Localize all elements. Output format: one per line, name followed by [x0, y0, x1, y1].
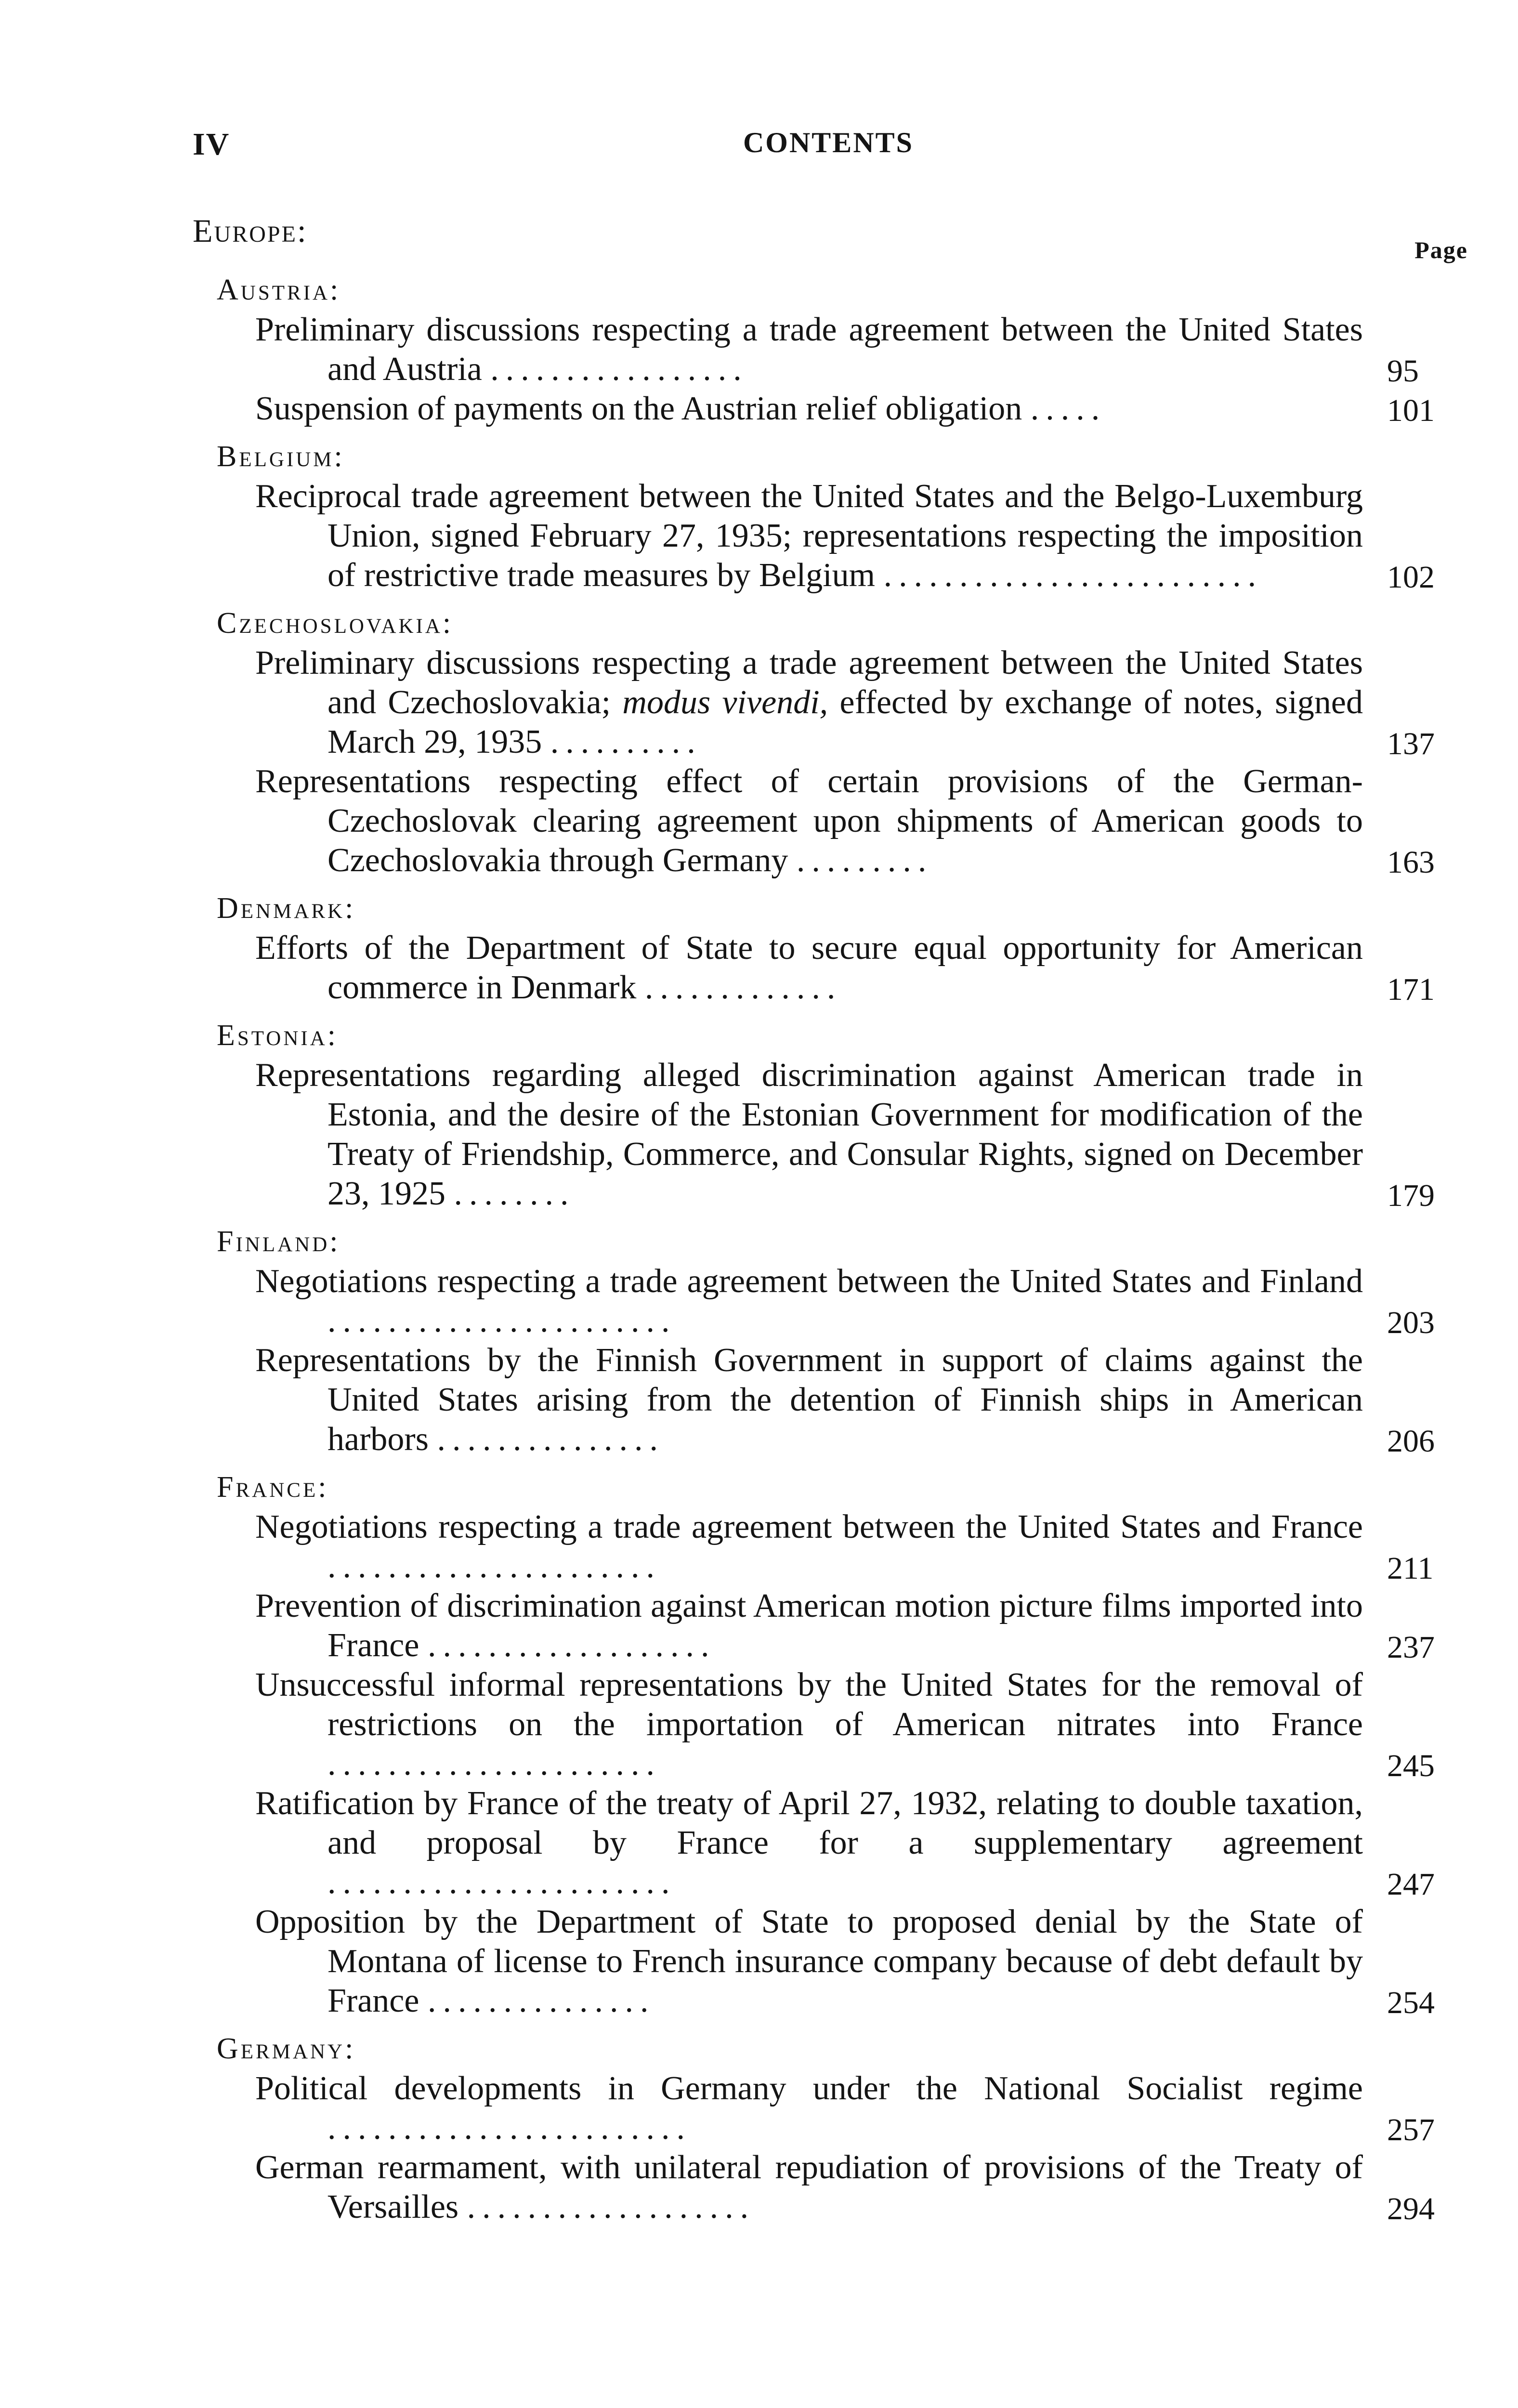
entry-title: Negotiations respecting a trade agreement between the United States and Finland — [255, 1263, 1363, 1300]
leader-dots: ......................... — [883, 557, 1263, 594]
entry-title: Negotiations respecting a trade agreement between the United States and France — [255, 1508, 1363, 1545]
entry-title: Ratification by France of the treaty of April 27, 1932, relating to double taxation, and proposal by France for a supplementary agreement — [255, 1785, 1363, 1861]
entry-title: Reciprocal trade agreement between the United States and the Belgo-Luxemburg Union, signed February 27, 1935; representations respecting the imposition of restrictive trade measures by Belgium — [255, 478, 1363, 594]
entry-page-number: 254 — [1387, 1985, 1435, 2020]
page-number: IV — [193, 127, 230, 162]
entry-page-number: 95 — [1387, 353, 1419, 389]
toc-entry — [255, 762, 1435, 880]
entry-page-number: 203 — [1387, 1305, 1435, 1340]
entry-page-number: 163 — [1387, 845, 1435, 880]
entry-page-number: 245 — [1387, 1748, 1435, 1783]
toc-entry — [255, 1586, 1435, 1665]
toc-entry — [255, 643, 1435, 762]
entry-title: Representations respecting effect of certain provisions of the German-Czechoslovak clearing agreement upon shipments of American goods to Czechoslovakia through Germany — [255, 763, 1363, 879]
entry-title: Opposition by the Department of State to proposed denial by the State of Montana of license to French insurance company because of debt default by France — [255, 1903, 1363, 2019]
toc-entry — [255, 929, 1435, 1008]
entry-page-number: 247 — [1387, 1867, 1435, 1902]
running-title: CONTENTS — [743, 127, 914, 158]
leader-dots: .......... — [550, 723, 702, 760]
toc-entry — [255, 1262, 1435, 1341]
entry-title: German rearmament, with unilateral repudiation of provisions of the Treaty of Versailles — [255, 2149, 1363, 2225]
table-of-contents — [202, 270, 1474, 2227]
toc-entry — [255, 1665, 1435, 1784]
leader-dots: ........................ — [327, 2109, 692, 2146]
entry-title-italic: modus vivendi, — [622, 684, 828, 721]
entry-title-part: effected by exchange of notes, signed March 29, 1935 — [327, 684, 1363, 760]
country-heading-finland: Finland: — [217, 1225, 340, 1258]
toc-entry — [255, 1507, 1434, 1586]
leader-dots: ............... — [427, 1982, 655, 2019]
leader-dots: ...................... — [327, 1548, 661, 1585]
entry-page-number: 237 — [1387, 1630, 1435, 1665]
entry-page-number: 257 — [1387, 2112, 1435, 2147]
leader-dots: ....................... — [327, 1864, 677, 1901]
entry-page-number: 179 — [1387, 1178, 1435, 1213]
entry-page-number: 101 — [1387, 393, 1435, 428]
entry-title: Unsuccessful informal representations by the United States for the removal of restrictions on the importation of American nitrates into France — [255, 1666, 1363, 1743]
entry-title: Representations by the Finnish Government in support of claims against the United States arising from the detention of Finnish ships in American harbors — [255, 1342, 1363, 1458]
country-heading-estonia: Estonia: — [217, 1019, 338, 1052]
leader-dots: ................... — [467, 2188, 756, 2225]
entry-title-part: Preliminary discussions respecting a trade agreement between the United States and Czechoslovakia; — [255, 644, 1363, 721]
leader-dots: ..... — [1030, 390, 1107, 427]
country-heading-belgium: Belgium: — [217, 440, 345, 473]
entry-page-number: 211 — [1387, 1551, 1434, 1586]
entry-page-number: 206 — [1387, 1424, 1435, 1459]
entry-page-number: 102 — [1387, 560, 1435, 595]
country-heading-denmark: Denmark: — [217, 892, 356, 925]
entry-title: Efforts of the Department of State to secure equal opportunity for American commerce in Denmark — [255, 929, 1363, 1006]
entry-title: Political developments in Germany under the National Socialist regime — [255, 2070, 1363, 2107]
country-heading-austria: Austria: — [217, 274, 341, 306]
region-heading: Europe: — [193, 212, 308, 249]
page-header — [193, 126, 1464, 170]
entry-page-number: 294 — [1387, 2191, 1435, 2226]
leader-dots: ........ — [454, 1175, 576, 1212]
toc-entry — [255, 2069, 1435, 2148]
country-heading-germany: Germany: — [217, 2032, 356, 2065]
toc-entry — [255, 310, 1419, 389]
country-heading-france: France: — [217, 1471, 329, 1504]
leader-dots: ...................... — [327, 1745, 661, 1782]
entry-page-number: 137 — [1387, 726, 1435, 761]
toc-entry — [255, 1341, 1435, 1459]
toc-entry — [255, 1784, 1435, 1902]
toc-entry — [255, 477, 1435, 595]
toc-entry — [255, 1902, 1435, 2021]
entry-title: Prevention of discrimination against American motion picture films imported into France — [255, 1587, 1363, 1664]
toc-entry — [255, 389, 1435, 429]
leader-dots: ............. — [644, 969, 842, 1006]
leader-dots: ................. — [490, 351, 748, 388]
leader-dots: ............... — [437, 1421, 665, 1458]
leader-dots: ......... — [796, 842, 933, 879]
entry-page-number: 171 — [1387, 972, 1435, 1007]
leader-dots: ................... — [427, 1627, 716, 1664]
entry-title: Suspension of payments on the Austrian relief obligation — [255, 390, 1022, 427]
entry-title: Representations regarding alleged discrimination against American trade in Estonia, and the desire of the Estonian Government for modification of the Treaty of Friendship, Commerce, and Consular Rights, signed on December 23, 1925 — [255, 1057, 1363, 1212]
entry-title: Preliminary discussions respecting a trade agreement between the United States and Austria — [255, 311, 1363, 388]
toc-entry — [255, 1056, 1435, 1214]
toc-entry — [255, 2148, 1435, 2227]
country-heading-czechoslovakia: Czechoslovakia: — [217, 607, 454, 640]
page-column-label: Page — [1414, 236, 1468, 263]
leader-dots: ....................... — [327, 1302, 677, 1339]
